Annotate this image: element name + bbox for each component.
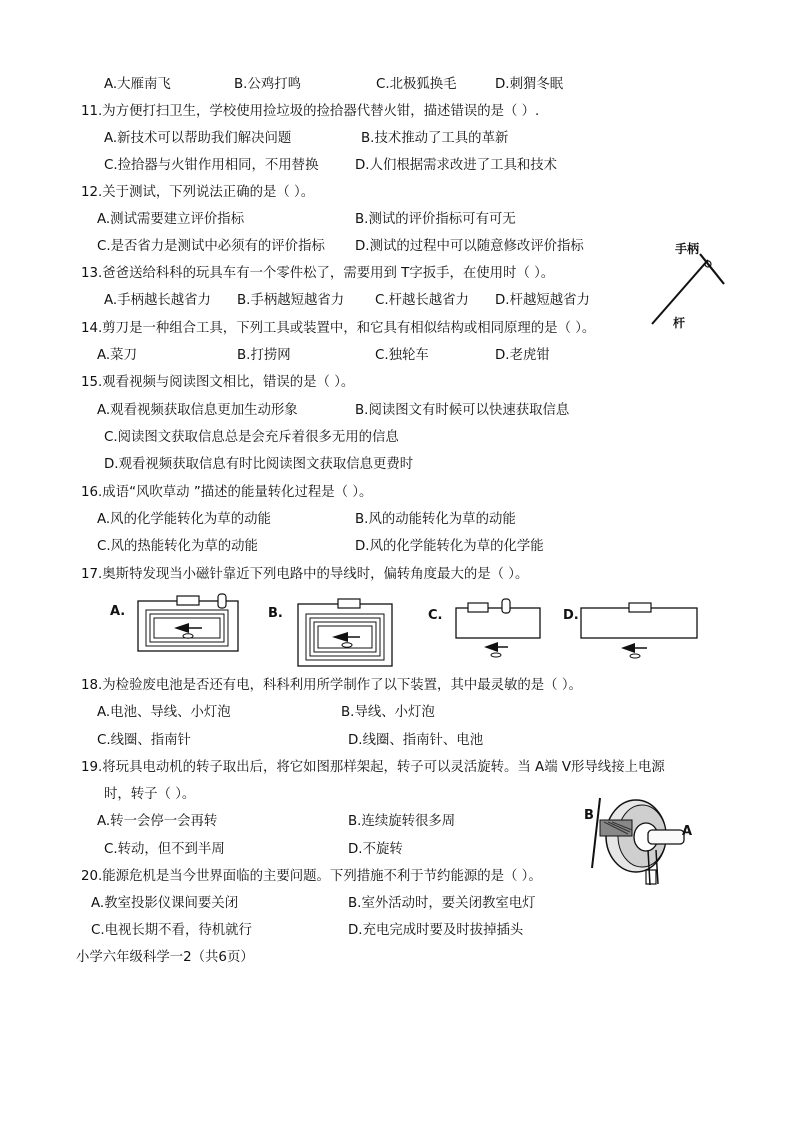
q11-option-c: C.捡拾器与火钳作用相同，不用替换 xyxy=(104,158,319,173)
q13-stem: 13.爸爸送给科科的玩具车有一个零件松了，需要用到 T字扳手，在使用时（ ）。 xyxy=(81,266,555,281)
motor-rotor-figure xyxy=(578,790,703,895)
q18-option-d: D.线圈、指南针、电池 xyxy=(348,733,484,748)
t-wrench-rod-label: 杆 xyxy=(673,316,686,330)
q14-option-a: A.菜刀 xyxy=(97,348,137,363)
q20-option-b: B.室外活动时，要关闭教室电灯 xyxy=(348,896,536,911)
t-wrench-handle-label: 手柄 xyxy=(675,242,700,256)
q10-option-c: C.北极狐换毛 xyxy=(376,77,457,92)
q19-option-b: B.连续旋转很多周 xyxy=(348,814,456,829)
circuit-figure-c xyxy=(428,596,548,666)
circuit-figure-b xyxy=(268,592,418,672)
q14-option-c: C.独轮车 xyxy=(375,348,429,363)
t-wrench-figure xyxy=(640,238,740,338)
q12-option-d: D.测试的过程中可以随意修改评价指标 xyxy=(355,239,584,254)
q18-option-a: A.电池、导线、小灯泡 xyxy=(97,705,231,720)
q11-option-b: B.技术推动了工具的革新 xyxy=(361,131,509,146)
q16-option-c: C.风的热能转化为草的动能 xyxy=(97,539,258,554)
q12-option-a: A.测试需要建立评价指标 xyxy=(97,212,245,227)
page-footer: 小学六年级科学一2（共6页） xyxy=(76,950,254,965)
q16-option-b: B.风的动能转化为草的动能 xyxy=(355,512,516,527)
rotor-label-a: A xyxy=(682,824,693,839)
q19-option-a: A.转一会停一会再转 xyxy=(97,814,218,829)
q17-stem: 17.奥斯特发现当小磁针靠近下列电路中的导线时，偏转角度最大的是（ ）。 xyxy=(81,567,529,582)
q15-option-b: B.阅读图文有时候可以快速获取信息 xyxy=(355,403,570,418)
circuit-figure-d xyxy=(563,596,703,666)
q11-stem: 11.为方便打扫卫生，学校使用捡垃圾的捡拾器代替火钳，描述错误的是（ ）. xyxy=(81,104,540,119)
q13-option-b: B.手柄越短越省力 xyxy=(237,293,345,308)
q19-option-c: C.转动，但不到半周 xyxy=(104,842,225,857)
circuit-c-label: C. xyxy=(428,608,443,623)
q16-option-a: A.风的化学能转化为草的动能 xyxy=(97,512,271,527)
circuit-a-label: A. xyxy=(110,604,126,619)
q18-option-b: B.导线、小灯泡 xyxy=(341,705,435,720)
q10-option-d: D.刺猬冬眠 xyxy=(495,77,564,92)
q15-option-a: A.观看视频获取信息更加生动形象 xyxy=(97,403,298,418)
q12-option-c: C.是否省力是测试中必须有的评价指标 xyxy=(97,239,325,254)
q20-option-d: D.充电完成时要及时拔掉插头 xyxy=(348,923,524,938)
q13-option-a: A.手柄越长越省力 xyxy=(104,293,211,308)
rotor-label-b: B xyxy=(584,808,594,823)
q11-option-d: D.人们根据需求改进了工具和技术 xyxy=(355,158,558,173)
q13-option-c: C.杆越长越省力 xyxy=(375,293,469,308)
q20-option-c: C.电视长期不看，待机就行 xyxy=(91,923,252,938)
q12-option-b: B.测试的评价指标可有可无 xyxy=(355,212,516,227)
q18-stem: 18.为检验废电池是否还有电，科科利用所学制作了以下装置，其中最灵敏的是（ ）。 xyxy=(81,678,582,693)
q20-stem: 20.能源危机是当今世界面临的主要问题。下列措施不利于节约能源的是（ ）。 xyxy=(81,869,542,884)
q19-stem-continued: 时，转子（ ）。 xyxy=(104,787,196,802)
q16-stem: 16.成语“风吹草动 ”描述的能量转化过程是（ ）。 xyxy=(81,485,373,500)
q19-option-d: D.不旋转 xyxy=(348,842,403,857)
circuit-d-label: D. xyxy=(563,608,579,623)
q14-stem: 14.剪刀是一种组合工具，下列工具或装置中，和它具有相似结构或相同原理的是（ ）。 xyxy=(81,321,596,336)
q15-option-d: D.观看视频获取信息有时比阅读图文获取信息更费时 xyxy=(104,457,414,472)
q10-option-b: B.公鸡打鸣 xyxy=(234,77,302,92)
q13-option-d: D.杆越短越省力 xyxy=(495,293,590,308)
q14-option-b: B.打捞网 xyxy=(237,348,291,363)
circuit-b-label: B. xyxy=(268,606,283,621)
circuit-figure-a xyxy=(110,592,250,662)
q14-option-d: D.老虎钳 xyxy=(495,348,550,363)
q19-stem: 19.将玩具电动机的转子取出后，将它如图那样架起，转子可以灵活旋转。当 A端 V形导线接上电源 xyxy=(81,760,665,775)
q12-stem: 12.关于测试，下列说法正确的是（ ）。 xyxy=(81,185,315,200)
q10-option-a: A.大雁南飞 xyxy=(104,77,171,92)
q11-option-a: A.新技术可以帮助我们解决问题 xyxy=(104,131,292,146)
q15-option-c: C.阅读图文获取信息总是会充斥着很多无用的信息 xyxy=(104,430,399,445)
q16-option-d: D.风的化学能转化为草的化学能 xyxy=(355,539,544,554)
q18-option-c: C.线圈、指南针 xyxy=(97,733,191,748)
q20-option-a: A.教室投影仪课间要关闭 xyxy=(91,896,239,911)
q15-stem: 15.观看视频与阅读图文相比，错误的是（ ）。 xyxy=(81,375,355,390)
